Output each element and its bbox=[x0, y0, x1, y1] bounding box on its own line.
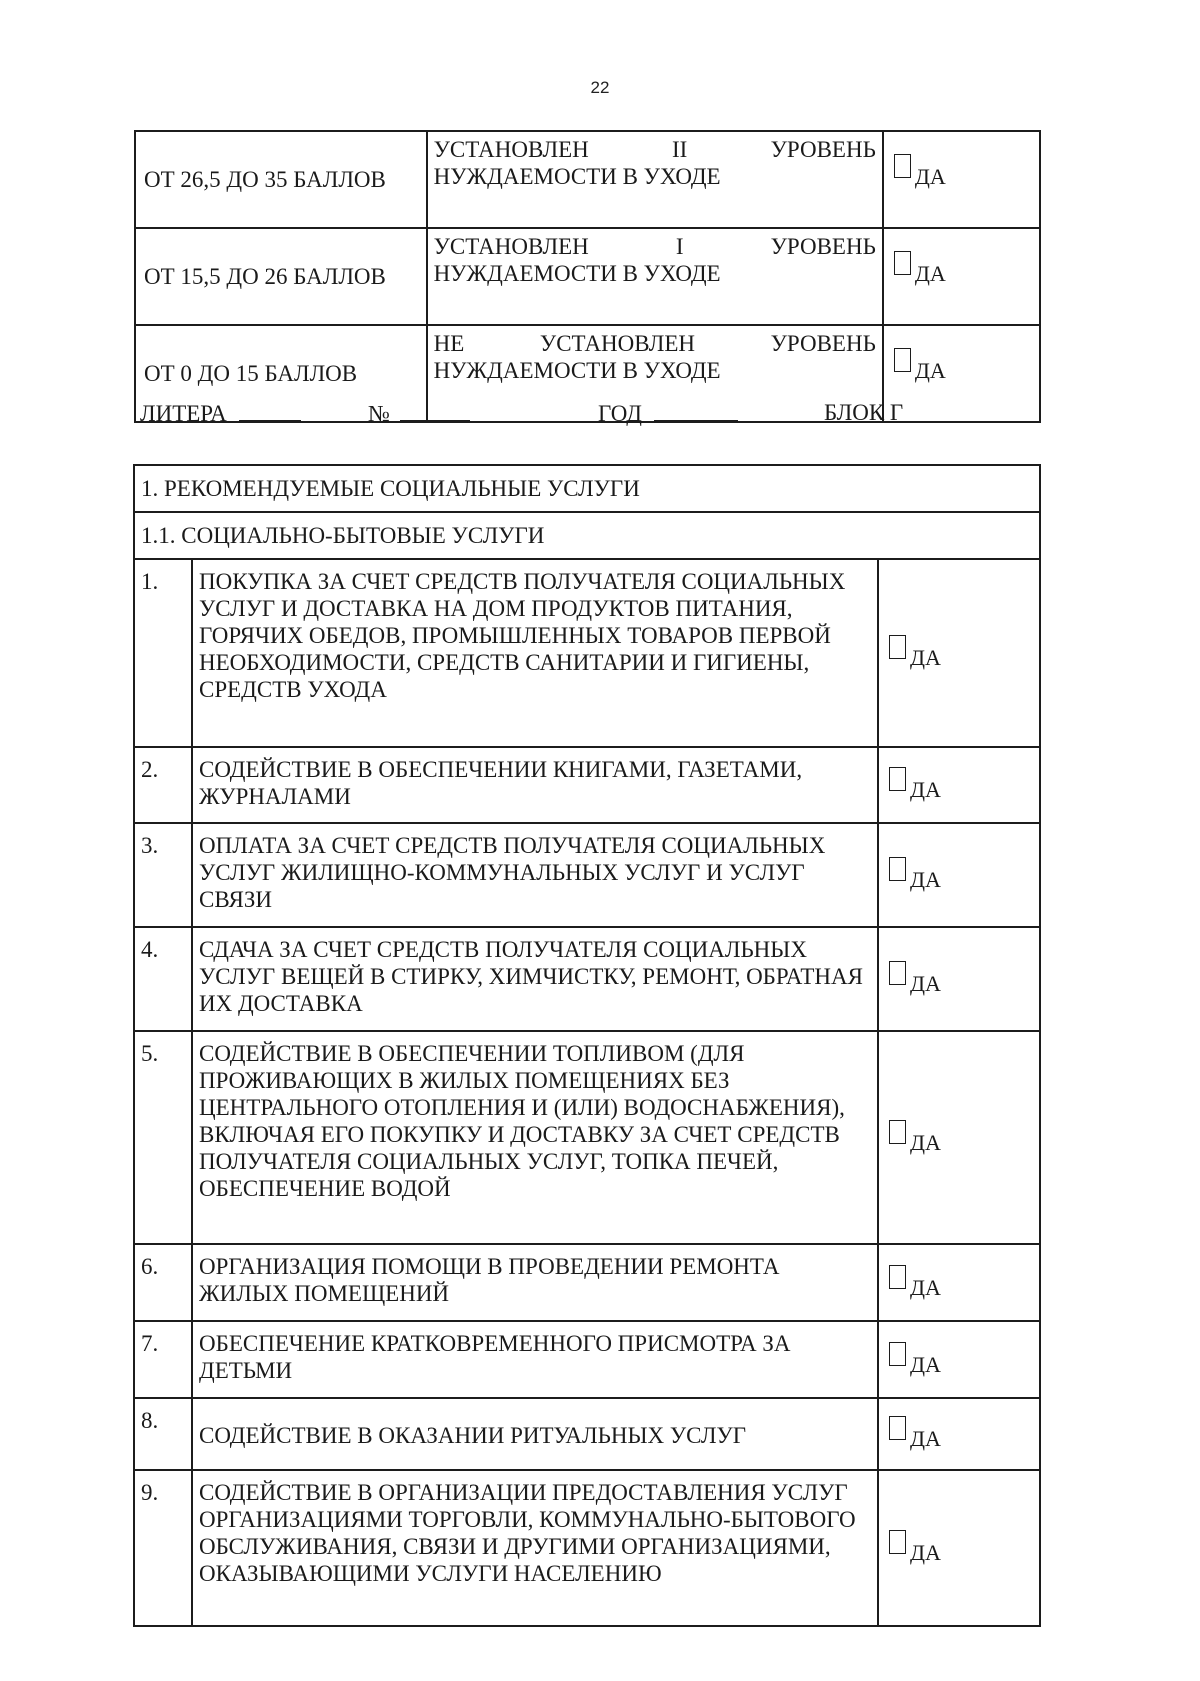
checkbox-icon[interactable] bbox=[889, 961, 906, 985]
services-table bbox=[133, 464, 1041, 1627]
subsection-title: 1.1. СОЦИАЛЬНО-БЫТОВЫЕ УСЛУГИ bbox=[134, 512, 1040, 559]
care-level-row bbox=[135, 131, 1040, 228]
section-row bbox=[134, 465, 1040, 512]
service-row bbox=[134, 927, 1040, 1031]
care-level-word: II bbox=[672, 137, 688, 162]
score-range: ОТ 26,5 ДО 35 БАЛЛОВ bbox=[135, 131, 427, 228]
yes-label: ДА bbox=[910, 971, 941, 996]
service-row bbox=[134, 559, 1040, 747]
care-level-word: I bbox=[675, 234, 684, 259]
checkbox-icon[interactable] bbox=[894, 348, 911, 372]
service-text: СОДЕЙСТВИЕ В ОКАЗАНИИ РИТУАЛЬНЫХ УСЛУГ bbox=[192, 1398, 878, 1470]
care-level-table bbox=[134, 130, 1041, 423]
number-blank[interactable] bbox=[400, 400, 470, 421]
number-field bbox=[368, 400, 470, 427]
care-level-word: УСТАНОВЛЕН bbox=[433, 234, 589, 259]
service-row bbox=[134, 747, 1040, 823]
checkbox-icon[interactable] bbox=[889, 1416, 906, 1440]
yes-checkbox-cell[interactable] bbox=[878, 559, 1040, 747]
litera-label: ЛИТЕРА bbox=[140, 401, 227, 426]
checkbox-icon[interactable] bbox=[894, 251, 911, 275]
service-number: 2. bbox=[134, 747, 192, 823]
care-level-word: НЕ bbox=[433, 331, 465, 356]
yes-label: ДА bbox=[910, 1351, 941, 1377]
section-title: 1. РЕКОМЕНДУЕМЫЕ СОЦИАЛЬНЫЕ УСЛУГИ bbox=[134, 465, 1040, 512]
care-level-text bbox=[427, 131, 883, 228]
service-number: 3. bbox=[134, 823, 192, 927]
yes-checkbox-cell[interactable] bbox=[878, 823, 1040, 927]
yes-checkbox-cell[interactable] bbox=[878, 1321, 1040, 1398]
care-level-line2: НУЖДАЕМОСТИ В УХОДЕ bbox=[433, 261, 721, 286]
service-number: 8. bbox=[134, 1398, 192, 1470]
checkbox-icon[interactable] bbox=[889, 1265, 906, 1289]
care-level-word: УСТАНОВЛЕН bbox=[433, 137, 589, 162]
checkbox-icon[interactable] bbox=[889, 635, 906, 659]
care-level-text bbox=[427, 228, 883, 325]
yes-label: ДА bbox=[914, 261, 946, 286]
year-field bbox=[598, 400, 738, 427]
service-row bbox=[134, 1321, 1040, 1398]
year-blank[interactable] bbox=[654, 400, 738, 421]
checkbox-icon[interactable] bbox=[889, 1530, 906, 1554]
service-text: ОБЕСПЕЧЕНИЕ КРАТКОВРЕМЕННОГО ПРИСМОТРА ЗА ДЕТЬМИ bbox=[192, 1321, 878, 1398]
yes-checkbox-cell[interactable] bbox=[878, 747, 1040, 823]
service-text: ОРГАНИЗАЦИЯ ПОМОЩИ В ПРОВЕДЕНИИ РЕМОНТА ЖИЛЫХ ПОМЕЩЕНИЙ bbox=[192, 1244, 878, 1321]
subsection-row bbox=[134, 512, 1040, 559]
care-level-word: УРОВЕНЬ bbox=[770, 137, 876, 162]
yes-label: ДА bbox=[910, 1426, 941, 1451]
yes-checkbox-cell[interactable] bbox=[883, 131, 1040, 228]
yes-checkbox-cell[interactable] bbox=[878, 1470, 1040, 1626]
yes-label: ДА bbox=[910, 645, 941, 670]
yes-label: ДА bbox=[910, 777, 941, 802]
care-level-line2: НУЖДАЕМОСТИ В УХОДЕ bbox=[433, 358, 721, 383]
score-range: ОТ 0 ДО 15 БАЛЛОВ bbox=[135, 325, 427, 422]
service-row bbox=[134, 1398, 1040, 1470]
yes-label: ДА bbox=[910, 867, 941, 892]
service-number: 9. bbox=[134, 1470, 192, 1626]
service-text: СОДЕЙСТВИЕ В ОБЕСПЕЧЕНИИ КНИГАМИ, ГАЗЕТАМИ, ЖУРНАЛАМИ bbox=[192, 747, 878, 823]
record-header bbox=[0, 400, 1200, 432]
service-number: 7. bbox=[134, 1321, 192, 1398]
block-label: БЛОК Г bbox=[824, 400, 904, 425]
service-text: СОДЕЙСТВИЕ В ОБЕСПЕЧЕНИИ ТОПЛИВОМ (ДЛЯ ПРОЖИВАЮЩИХ В ЖИЛЫХ ПОМЕЩЕНИЯХ БЕЗ ЦЕНТРАЛЬНОГО ОТОПЛЕНИЯ И (ИЛИ) ВОДОСНАБЖЕНИЯ), ВКЛЮЧАЯ ЕГО ПОКУПКУ И ДОСТАВКУ ЗА СЧЕТ СРЕДСТВ ПОЛУЧАТЕЛЯ СОЦИАЛЬНЫХ УСЛУГ, ТОПКА ПЕЧЕЙ, ОБЕСПЕЧЕНИЕ ВОДОЙ bbox=[192, 1031, 878, 1244]
service-row bbox=[134, 1031, 1040, 1244]
yes-label: ДА bbox=[910, 1274, 941, 1300]
page-number: 22 bbox=[590, 78, 610, 97]
yes-label: ДА bbox=[914, 164, 946, 189]
care-level-word: УРОВЕНЬ bbox=[770, 331, 876, 356]
yes-checkbox-cell[interactable] bbox=[878, 927, 1040, 1031]
checkbox-icon[interactable] bbox=[889, 857, 906, 881]
service-row bbox=[134, 823, 1040, 927]
service-row bbox=[134, 1244, 1040, 1321]
service-number: 1. bbox=[134, 559, 192, 747]
year-label: ГОД bbox=[598, 401, 642, 426]
service-row bbox=[134, 1470, 1040, 1626]
yes-checkbox-cell[interactable] bbox=[878, 1398, 1040, 1470]
yes-checkbox-cell[interactable] bbox=[878, 1031, 1040, 1244]
number-label: № bbox=[368, 401, 390, 426]
service-text: СОДЕЙСТВИЕ В ОРГАНИЗАЦИИ ПРЕДОСТАВЛЕНИЯ УСЛУГ ОРГАНИЗАЦИЯМИ ТОРГОВЛИ, КОММУНАЛЬНО-БЫТОВОГО ОБСЛУЖИВАНИЯ, СВЯЗИ И ДРУГИМИ ОРГАНИЗАЦИЯМИ, ОКАЗЫВАЮЩИМИ УСЛУГИ НАСЕЛЕНИЮ bbox=[192, 1470, 878, 1626]
care-level-word: УРОВЕНЬ bbox=[770, 234, 876, 259]
yes-checkbox-cell[interactable] bbox=[883, 228, 1040, 325]
service-number: 6. bbox=[134, 1244, 192, 1321]
checkbox-icon[interactable] bbox=[889, 767, 906, 791]
care-level-row bbox=[135, 228, 1040, 325]
litera-field bbox=[140, 400, 301, 427]
checkbox-icon[interactable] bbox=[889, 1120, 906, 1144]
service-text: ПОКУПКА ЗА СЧЕТ СРЕДСТВ ПОЛУЧАТЕЛЯ СОЦИАЛЬНЫХ УСЛУГ И ДОСТАВКА НА ДОМ ПРОДУКТОВ ПИТАНИЯ, ГОРЯЧИХ ОБЕДОВ, ПРОМЫШЛЕННЫХ ТОВАРОВ ПЕРВОЙ НЕОБХОДИМОСТИ, СРЕДСТВ САНИТАРИИ И ГИГИЕНЫ, СРЕДСТВ УХОДА bbox=[192, 559, 878, 747]
service-text: ОПЛАТА ЗА СЧЕТ СРЕДСТВ ПОЛУЧАТЕЛЯ СОЦИАЛЬНЫХ УСЛУГ ЖИЛИЩНО-КОММУНАЛЬНЫХ УСЛУГ И УСЛУГ СВЯЗИ bbox=[192, 823, 878, 927]
care-level-word: УСТАНОВЛЕН bbox=[539, 331, 696, 356]
score-range: ОТ 15,5 ДО 26 БАЛЛОВ bbox=[135, 228, 427, 325]
care-level-line2: НУЖДАЕМОСТИ В УХОДЕ bbox=[433, 164, 721, 189]
service-number: 4. bbox=[134, 927, 192, 1031]
checkbox-icon[interactable] bbox=[889, 1342, 906, 1366]
checkbox-icon[interactable] bbox=[894, 154, 911, 178]
service-number: 5. bbox=[134, 1031, 192, 1244]
yes-label: ДА bbox=[910, 1540, 941, 1565]
service-text: СДАЧА ЗА СЧЕТ СРЕДСТВ ПОЛУЧАТЕЛЯ СОЦИАЛЬНЫХ УСЛУГ ВЕЩЕЙ В СТИРКУ, ХИМЧИСТКУ, РЕМОНТ, ОБРАТНАЯ ИХ ДОСТАВКА bbox=[192, 927, 878, 1031]
litera-blank[interactable] bbox=[239, 400, 301, 421]
yes-label: ДА bbox=[914, 358, 946, 383]
yes-label: ДА bbox=[910, 1129, 941, 1155]
yes-checkbox-cell[interactable] bbox=[878, 1244, 1040, 1321]
